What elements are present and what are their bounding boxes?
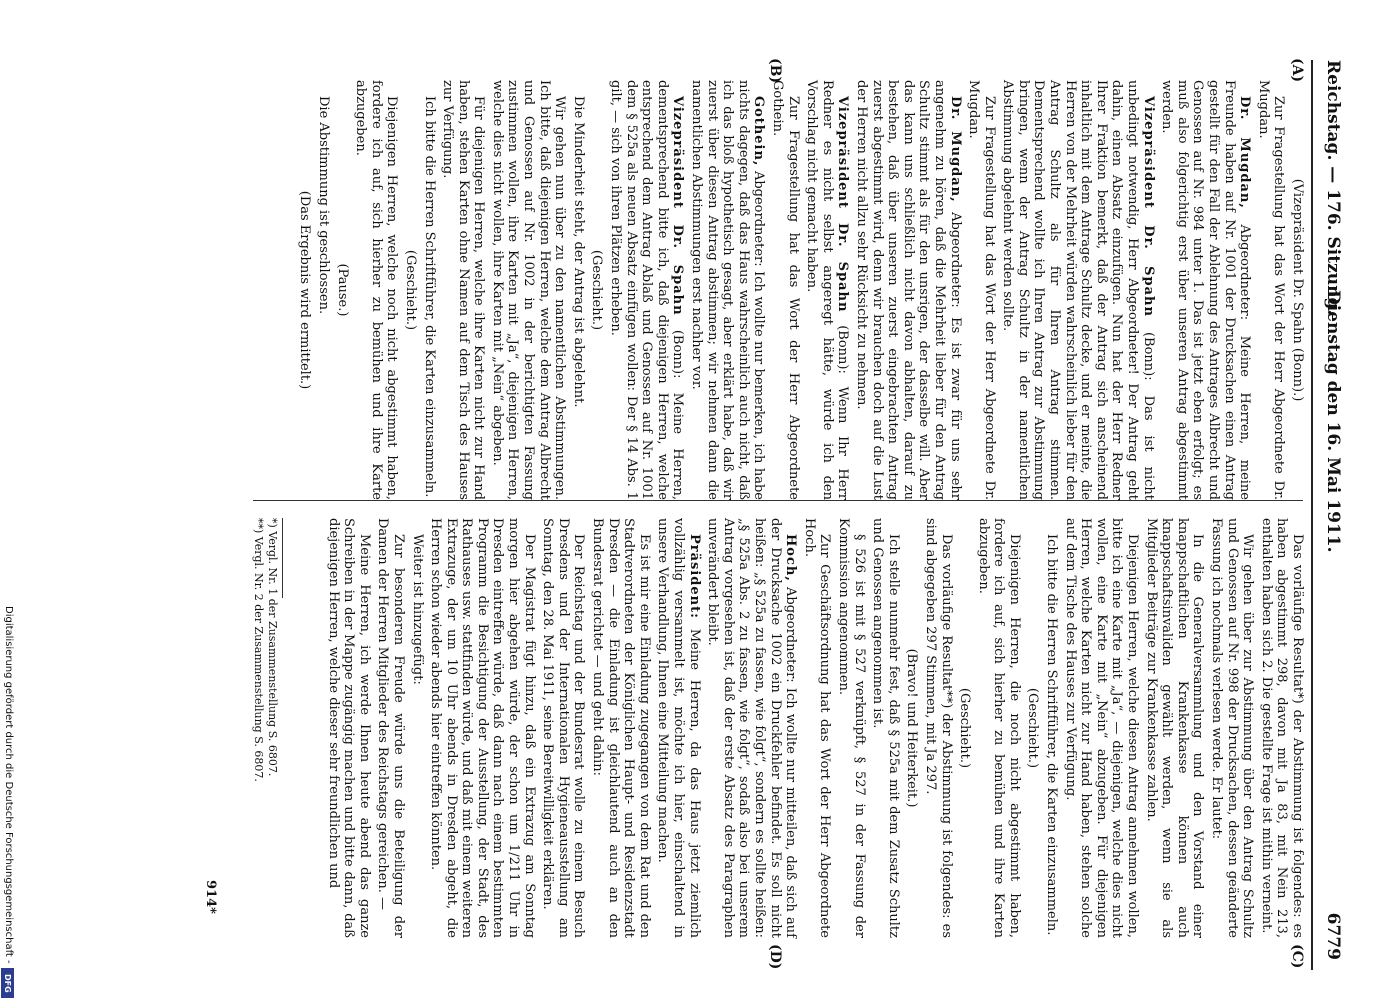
margin-marker-b: (B)	[767, 58, 783, 84]
paragraph-text: Wir gehen nun über zu den namentlichen Abstimmungen. Ich bitte, daß diejenigen Herren, welche dem Antrag Albrecht und Genossen auf Nr. 1002 in der berichtigten Fassung zustimmen wollen, ihre Karten mit „Ja“, diejenigen Herren, welche dies nicht wollen, ihre Karten mit „Nein“ abgeben.	[489, 80, 568, 500]
right-paragraph	[540, 518, 587, 938]
left-paragraph	[853, 80, 962, 500]
paragraph-text: Meine Herren, ich werde Ihnen heute abend das ganze Schreiben in der Mappe zugängig machen und bitte dann, daß diejenigen Herren, welche dieser sehr freundlichen und	[325, 518, 372, 938]
left-paragraph	[769, 80, 800, 500]
footnotes	[251, 518, 283, 938]
header-rule	[1311, 60, 1313, 970]
speaker-name: Dr. Mugdan,	[1237, 96, 1253, 209]
speaker-name: Gothein,	[751, 96, 767, 167]
paragraph-text: Zur Fragestellung hat das Wort der Herr Abgeordnete Gothein.	[770, 80, 801, 500]
left-paragraph	[1255, 80, 1286, 500]
paragraph-text: (Bonn): Meine Herren, dementsprechend bitte ich, daß diejenigen Herren, welche entsprechend dem Antrag Ablaß und Genossen auf Nr. 1001 dem § 525a als neuen Absatz einfügen wollen: Der § 14 Abs. 1 gilt, — sich von ihren Plätzen erheben.	[608, 80, 686, 500]
left-stage-direction: (Pause.)	[334, 263, 350, 317]
left-paragraph	[570, 80, 586, 500]
margin-marker-c: (C)	[1289, 944, 1305, 969]
left-paragraph	[607, 80, 685, 500]
left-column	[294, 80, 1305, 500]
header-left: Reichstag. — 176. Sitzung.	[1323, 60, 1343, 316]
left-paragraph	[1159, 80, 1253, 500]
paragraph-text: (Bonn): Das ist nicht unbedingt notwendig, Herr Abgeordneter! Der Antrag geht dahin, einen Absatz einzufügen. Nun hat der Herr Redner Ihrer Fraktion bemerkt, daß der Antrag sich anscheinend inhaltlich mit dem Antrage Schultz decke, und er meinte, die Herren von der Mehrheit würden wahrscheinlich lieber für den Antrag Schultz als für Ihren Antrag stimmen. Dementsprechend wollte ich Ihren Antrag zur Abstimmung bringen, wenn der Antrag Schultz in der namentlichen Abstimmung abgelehnt werden sollte.	[1000, 80, 1156, 500]
right-paragraph	[1044, 518, 1060, 938]
paragraph-text: Zur Fragestellung hat das Wort der Herr Abgeordnete Dr. Mugdan.	[1255, 80, 1287, 500]
footnote-1: *) Vergl. Nr. 1 der Zusammenstellung S. 6807.	[266, 518, 279, 777]
paragraph-text: Ich bitte die Herren Schriftführer, die Karten einzusammeln.	[1044, 534, 1060, 936]
speaker-name: Präsident:	[686, 534, 702, 619]
right-paragraph	[409, 518, 425, 938]
paragraph-text: Für diejenigen Herren, welche ihre Karten nicht zur Hand haben, stehen Karten ohne Namen auf dem Tisch des Hauses zur Verfügung.	[440, 80, 487, 500]
right-paragraph	[1208, 518, 1255, 938]
column-divider	[253, 500, 1303, 501]
paragraph-text: Das vorläufige Resultat*) der Abstimmung ist folgendes: es haben abgestimmt 298, davon mit Ja 83, mit Nein 213, enthalten haben sich 2. Die gestellte Frage ist mithin verneint.	[1258, 518, 1305, 938]
paragraph-text: Diejenigen Herren, welche diesen Antrag annehmen wollen, bitte ich eine Karte mit „Ja“, — diejenigen, welche dies nicht wollen, eine Karte mit „Nein“ abzugeben. Für diejenigen Herren, welche Karten nicht zur Hand haben, stehen solche auf dem Tische des Hauses zur Verfügung.	[1062, 518, 1141, 938]
paragraph-text: Abgeordneter: Ich wollte nur mitteilen, daß sich auf der Drucksache 1002 ein Druckfehler befindet. Es soll nicht heißen: „§ 525a zu fassen, wie folgt“, sondern es sollte heißen: „§ 525a Abs. 2 zu fassen, wie folgt“, sodaß also bei unserem Antrag vorgesehen ist, daß der erste Absatz des Paragraphen unverändert bleibt.	[705, 518, 799, 938]
page-number: 6779	[1323, 912, 1343, 960]
left-paragraph	[315, 80, 331, 500]
right-paragraph	[922, 518, 953, 938]
right-paragraph	[655, 518, 702, 938]
left-paragraph	[688, 80, 766, 500]
right-paragraph	[325, 518, 372, 938]
paragraph-text: Der Magistrat fügt hinzu, daß ein Extrazug am Sonntag morgen hier abgehen würde, der schon um 1/211 Uhr in Dresden eintreffen würde, daß dann nach einem bestimmten Programm die Besichtigung der Ausstellung, der Stadt, des Rathauses usw. stattfinden würde, und daß mit einem weiteren Extrazuge, der um 10 Uhr abends in Dresden abgeht, die Herren schon wieder abends hier eintreffen könnten.	[428, 518, 537, 938]
dfg-logo-text: DFG	[3, 974, 12, 993]
page-header	[1315, 60, 1343, 960]
speaker-name: Dr. Mugdan,	[947, 96, 963, 203]
paragraph-text: (Bonn): Wenn Ihr Herr Redner es nicht selbst angeregt hätte, würde ich den Vorschlag nicht gemacht haben.	[804, 80, 851, 500]
left-paragraph	[440, 80, 487, 500]
right-paragraph	[801, 518, 832, 938]
paragraph-text: Zur besonderen Freude würde uns die Beteiligung der Damen der Herren Mitglieder des Reichstags gereichen. —	[375, 518, 406, 938]
paragraph-text: Die Abstimmung ist geschlossen.	[315, 96, 331, 315]
page-mark: 914*	[203, 880, 218, 914]
right-paragraph	[375, 518, 406, 938]
paragraph-text: Zur Fragestellung hat das Wort der Herr Abgeordnete Dr. Mugdan.	[966, 80, 997, 500]
left-paragraph	[353, 80, 400, 500]
paragraph-text: Die Minderheit steht, der Antrag ist abgelehnt.	[570, 96, 586, 408]
paragraph-text: Diejenigen Herren, welche noch nicht abgestimmt haben, fordere ich auf, sich hierher zu bemühen und ihre Karte abzugeben.	[353, 80, 400, 500]
speaker-name: Vizepräsident Dr. Spahn	[1140, 96, 1156, 317]
right-paragraph	[705, 518, 799, 938]
margin-marker-d: (D)	[767, 944, 783, 970]
paragraph-text: Ich stelle nunmehr fest, daß § 525a mit dem Zusatz Schultz und Genossen angenommen ist.	[870, 518, 901, 938]
right-stage-direction: (Geschieht.)	[1025, 687, 1041, 769]
paragraph-text: Meine Herren, da das Haus jetzt ziemlich vollzählig versammelt ist, möchte ich hier, einschaltend in unsere Verhandlung, Ihnen eine Mitteilung machen.	[655, 518, 702, 938]
paragraph-text: Abgeordneter: Es ist zwar für uns sehr angenehm zu hören, daß die Mehrheit lieber für den Antrag Schultz stimmt als für den unsrigen, der dasselbe will. Aber das kann uns schließlich nicht davon abhalten, darauf zu bestehen, daß über unseren zuerst eingebrachten Antrag zuerst abgestimmt wird, denn wir brauchen doch auf die Lust der Herren nicht allzu sehr Rücksicht zu nehmen.	[853, 80, 963, 500]
left-stage-direction: (Geschieht.)	[402, 249, 418, 331]
header-date: Dienstag den 16. Mai 1911.	[1323, 290, 1343, 553]
right-paragraph	[1143, 518, 1205, 938]
footnote-rule	[282, 518, 283, 598]
paragraph-text: Diejenigen Herren, die noch nicht abgestimmt haben, fordere ich auf, sich hierher zu bemühen und ihre Karten abzugeben.	[975, 518, 1022, 938]
speaker-name: Vizepräsident Dr. Spahn	[835, 96, 851, 313]
right-column	[322, 518, 1305, 938]
speaker-name: Hoch,	[783, 534, 799, 582]
left-stage-direction: (Geschieht.)	[589, 249, 605, 331]
paragraph-text: Wir gehen über zur Abstimmung über den Antrag Schultz und Genossen auf Nr. 998 der Drucksachen, dessen geänderte Fassung ich nochmals verlesen werde. Er lautet:	[1209, 518, 1256, 938]
right-paragraph	[870, 518, 901, 938]
right-paragraph	[1258, 518, 1305, 938]
right-stage-direction: (Geschieht.)	[957, 687, 973, 769]
right-paragraph	[428, 518, 537, 938]
left-stage-direction: (Vizepräsident Dr. Spahn (Bonn).)	[1290, 178, 1305, 402]
paragraph-text: Zur Geschäftsordnung hat das Wort der Herr Abgeordnete Hoch.	[801, 518, 833, 938]
right-stage-direction: (Bravo! und Heiterkeit.)	[904, 648, 920, 808]
left-paragraph	[1000, 80, 1156, 500]
right-paragraph	[589, 518, 651, 938]
left-stage-direction: (Das Ergebnis wird ermittelt.)	[297, 190, 313, 390]
paragraph-text: Weiter ist hinzugefügt:	[409, 534, 425, 685]
paragraph-text: Der Reichstag und der Bundesrat wolle zu einem Besuch Dresdens und der Internationalen Hygieneausstellung am Sonntag, den 28. Mai 1911, seine Bereitwilligkeit erklären.	[540, 518, 587, 938]
left-paragraph	[804, 80, 851, 500]
speaker-name: Vizepräsident Dr. Spahn	[670, 96, 686, 316]
paragraph-text: Ich bitte die Herren Schriftführer, die Karten einzusammeln.	[421, 96, 437, 498]
paragraph-text: Abgeordneter: Meine Herren, meine Freunde haben auf Nr. 1001 der Drucksachen einen Antrag gestellt für den Fall der Ablehnung des Antrages Albrecht und Genossen auf Nr. 984 unter 1. Das ist jetzt eben erfolgt; es muß also folgerichtig erst über unseren Antrag abgestimmt werden.	[1159, 80, 1253, 500]
paragraph-text: Abgeordneter: Ich wollte nur bemerken, ich habe nichts dagegen, daß das Haus wahrscheinlich auch nicht, daß ich das bloß hypothetisch gesagt, aber erklärt habe, daß wir zuerst über diesen Antrag abstimmen; wir nehmen dann die namentlichen Abstimmungen erst nachher vor.	[689, 80, 767, 500]
left-paragraph	[966, 80, 997, 500]
digitization-credit	[2, 606, 14, 998]
margin-marker-a: (A)	[1289, 58, 1305, 83]
footnote-2: **) Vergl. Nr. 2 der Zusammenstellung S. 6807.	[252, 518, 265, 782]
right-paragraph	[975, 518, 1022, 938]
digitization-credit-text: Digitalisierung gefördert durch die Deutsche Forschungsgemeinschaft -	[3, 606, 14, 964]
left-paragraph	[489, 80, 567, 500]
right-paragraph	[1062, 518, 1140, 938]
paragraph-text: Es ist mir eine Einladung zugegangen von dem Rat und den Stadtverordneten der Königlichen Haupt- und Residenzstadt Dresden — die Einladung ist gleichlautend auch an den Bundesrat gerichtet — und geht dahin:	[590, 518, 652, 938]
dfg-logo	[1, 968, 14, 998]
paragraph-text: Das vorläufige Resultat**) der Abstimmung ist folgendes: es sind abgegeben 297 Stimmen, mit Ja 297.	[922, 518, 954, 938]
left-paragraph	[421, 80, 437, 500]
paragraph-text: § 526 ist mit § 527 verknüpft, § 527 in der Fassung der Kommission angenommen.	[835, 518, 867, 938]
paragraph-text: In die Generalversammlung und den Vorstand einer knappschaftlichen Krankenkasse können auch knappschaftsinvaliden gewählt werden, wenn sie als Mitglieder Beiträge zur Krankenkasse zahlen.	[1143, 518, 1206, 938]
right-paragraph	[835, 518, 866, 938]
